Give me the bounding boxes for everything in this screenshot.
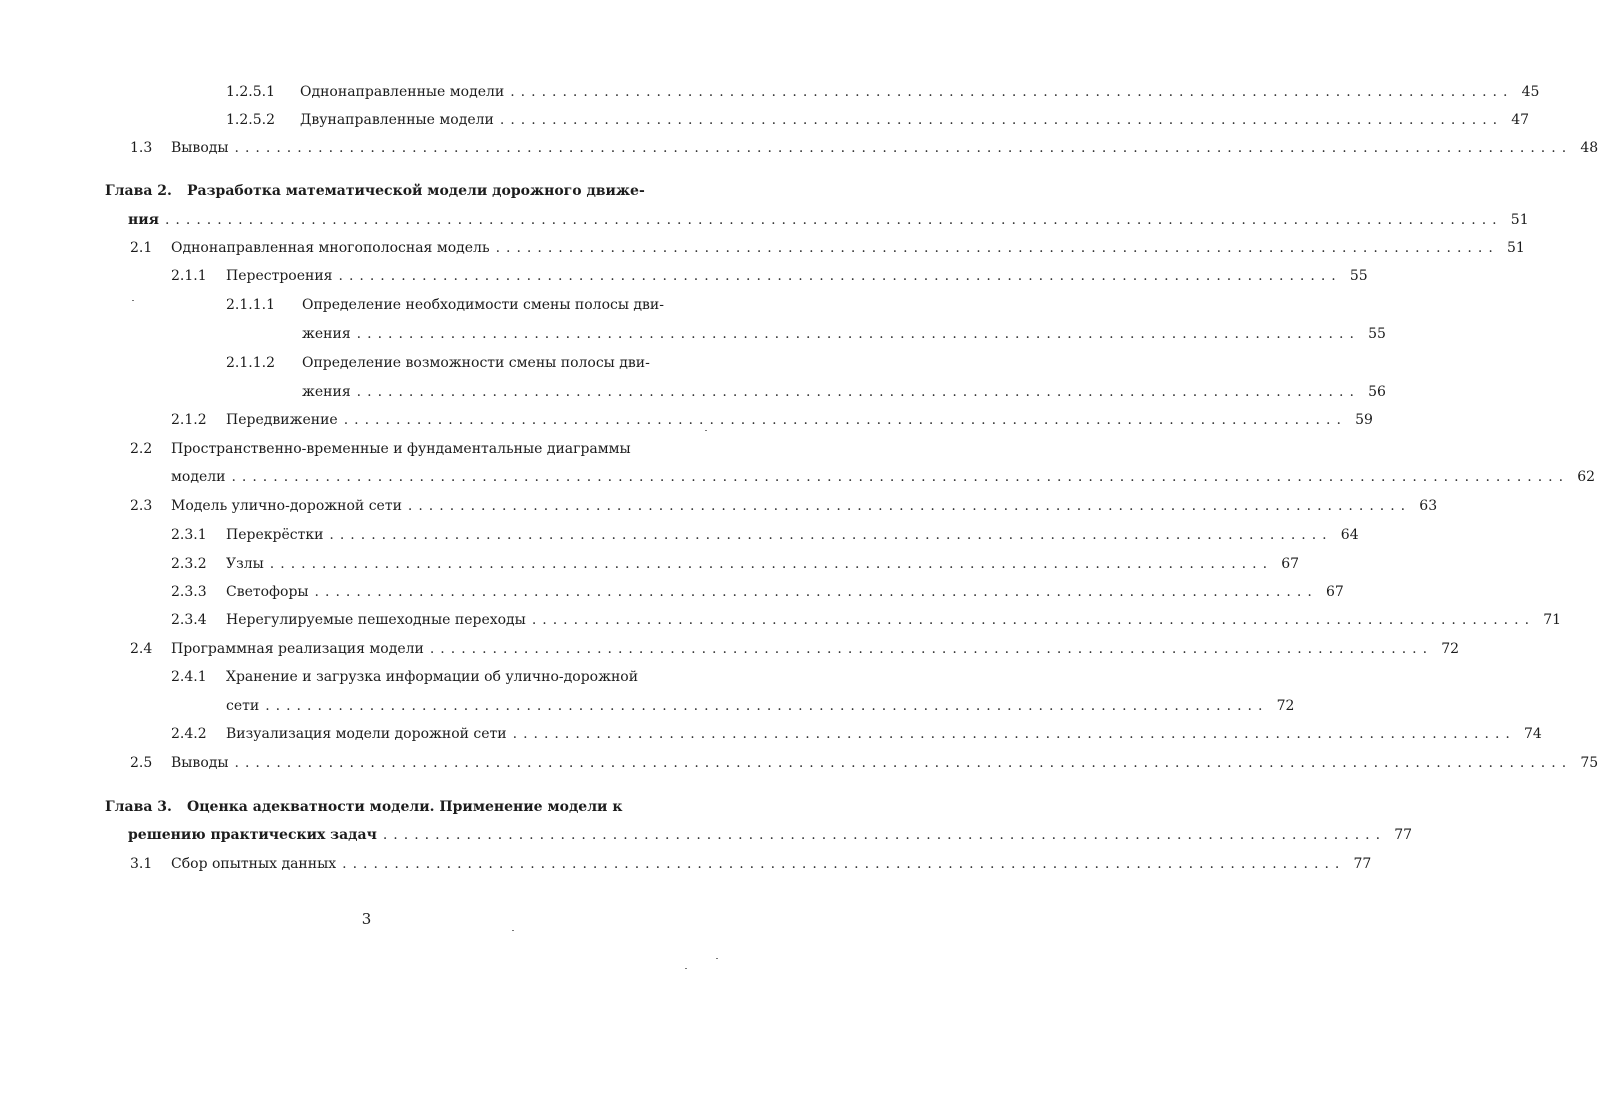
toc-page: 67 bbox=[1325, 584, 1344, 600]
toc-title: Нерегулируемые пешеходные переходы bbox=[226, 612, 526, 628]
scan-speck bbox=[132, 300, 134, 301]
leader-dots: ................................................................................................ bbox=[382, 827, 1387, 843]
toc-entry[interactable] bbox=[171, 854, 1372, 874]
toc-number: 2.3.1 bbox=[171, 527, 207, 543]
toc-page: 74 bbox=[1524, 726, 1542, 742]
toc-page: 63 bbox=[1419, 498, 1438, 514]
toc-title: Выводы bbox=[171, 140, 229, 156]
leader-dots: ................................................................................................ bbox=[407, 498, 1412, 514]
toc-number: 2.4.2 bbox=[171, 726, 207, 742]
toc-title-cont: модели bbox=[171, 469, 226, 485]
toc-entry[interactable] bbox=[171, 496, 1438, 516]
toc-title: Однонаправленная многополосная модель bbox=[171, 240, 490, 256]
scan-speck bbox=[705, 430, 707, 431]
leader-dots: ................................................................................................ bbox=[356, 384, 1360, 400]
toc-page: 67 bbox=[1281, 556, 1300, 572]
leader-dots: ................................................................................................................................ bbox=[234, 755, 1573, 771]
toc-entry[interactable] bbox=[171, 467, 1596, 487]
toc-entry[interactable] bbox=[226, 266, 1368, 286]
toc-title: Программная реализация модели bbox=[171, 641, 424, 657]
toc-number: 2.1.1 bbox=[171, 268, 207, 284]
toc-title: Сбор опытных данных bbox=[171, 856, 337, 872]
leader-dots: ................................................................................................................................ bbox=[234, 140, 1573, 156]
toc-number: 2.1 bbox=[130, 240, 153, 256]
toc-entry[interactable] bbox=[226, 525, 1359, 545]
toc-page: 51 bbox=[1510, 212, 1529, 228]
toc-number: 1.2.5.1 bbox=[226, 84, 275, 100]
leader-dots: ................................................................................................ bbox=[356, 326, 1360, 342]
toc-title-cont: жения bbox=[302, 326, 351, 342]
toc-title: Узлы bbox=[226, 556, 264, 572]
toc-number: 2.1.1.2 bbox=[226, 355, 275, 371]
chapter-number: Глава 3. bbox=[105, 799, 172, 815]
toc-number: 3.1 bbox=[130, 856, 153, 872]
toc-entry[interactable] bbox=[171, 138, 1598, 158]
page-number: 3 bbox=[361, 910, 372, 928]
toc-entry[interactable] bbox=[300, 82, 1540, 102]
toc-title: Светофоры bbox=[226, 584, 309, 600]
toc-entry[interactable] bbox=[300, 110, 1530, 130]
toc-number: 2.1.2 bbox=[171, 412, 207, 428]
leader-dots: ................................................................................................ bbox=[512, 726, 1516, 742]
toc-number: 1.2.5.2 bbox=[226, 112, 275, 128]
toc-title: Выводы bbox=[171, 755, 229, 771]
toc-entry[interactable] bbox=[226, 724, 1542, 744]
toc-title: Передвижение bbox=[226, 412, 338, 428]
leader-dots: ................................................................................................................................ bbox=[164, 212, 1503, 228]
toc-page: 51 bbox=[1506, 240, 1525, 256]
leader-dots: ................................................................................................ bbox=[329, 527, 1333, 543]
leader-dots: ................................................................................................ bbox=[314, 584, 1318, 600]
scan-speck bbox=[512, 930, 514, 931]
toc-entry[interactable] bbox=[302, 324, 1386, 344]
toc-entry[interactable] bbox=[171, 238, 1525, 258]
toc-title: Двунаправленные модели bbox=[300, 112, 494, 128]
toc-entry[interactable] bbox=[302, 382, 1386, 402]
toc-page: 77 bbox=[1394, 827, 1413, 843]
toc-entry[interactable] bbox=[128, 210, 1529, 230]
toc-title: Модель улично-дорожной сети bbox=[171, 498, 402, 514]
toc-title: Перекрёстки bbox=[226, 527, 324, 543]
toc-number: 2.3.4 bbox=[171, 612, 207, 628]
toc-page: 62 bbox=[1577, 469, 1596, 485]
toc-page: 47 bbox=[1511, 112, 1530, 128]
toc-page: 77 bbox=[1353, 856, 1372, 872]
leader-dots: ................................................................................................ bbox=[499, 112, 1504, 128]
chapter-title-cont: ния bbox=[128, 212, 159, 228]
toc-number: 1.3 bbox=[130, 140, 153, 156]
toc-entry[interactable] bbox=[226, 582, 1344, 602]
toc-page: 55 bbox=[1368, 326, 1386, 342]
leader-dots: ................................................................................................ bbox=[269, 556, 1274, 572]
toc-number: 2.5 bbox=[130, 755, 153, 771]
chapter-title[interactable]: Разработка математической модели дорожного движе- bbox=[187, 183, 645, 199]
leader-dots: ................................................................................................ bbox=[531, 612, 1536, 628]
toc-title: Однонаправленные модели bbox=[300, 84, 505, 100]
toc-title: Визуализация модели дорожной сети bbox=[226, 726, 507, 742]
toc-page: 45 bbox=[1521, 84, 1540, 100]
toc-title[interactable]: Определение возможности смены полосы дви- bbox=[302, 355, 650, 371]
chapter-title-cont: решению практических задач bbox=[128, 827, 377, 843]
scan-speck bbox=[685, 968, 687, 969]
toc-page: 72 bbox=[1441, 641, 1460, 657]
leader-dots: ................................................................................................ bbox=[429, 641, 1434, 657]
scan-speck bbox=[716, 958, 718, 959]
toc-page: 72 bbox=[1276, 698, 1295, 714]
toc-entry[interactable] bbox=[226, 554, 1300, 574]
toc-entry[interactable] bbox=[171, 753, 1598, 773]
toc-number: 2.3.2 bbox=[171, 556, 207, 572]
toc-page: 48 bbox=[1580, 140, 1598, 156]
toc-title[interactable]: Пространственно-временные и фундаментальные диаграммы bbox=[171, 441, 631, 457]
toc-entry[interactable] bbox=[171, 639, 1460, 659]
toc-title[interactable]: Определение необходимости смены полосы дви- bbox=[302, 297, 664, 313]
leader-dots: ................................................................................................................................ bbox=[231, 469, 1570, 485]
toc-entry[interactable] bbox=[226, 696, 1295, 716]
toc-page: 71 bbox=[1543, 612, 1562, 628]
toc-title-cont: сети bbox=[226, 698, 260, 714]
chapter-title[interactable]: Оценка адекватности модели. Применение модели к bbox=[187, 799, 623, 815]
leader-dots: ................................................................................................ bbox=[495, 240, 1499, 256]
toc-entry[interactable] bbox=[128, 825, 1413, 845]
toc-title-cont: жения bbox=[302, 384, 351, 400]
toc-page: 59 bbox=[1355, 412, 1373, 428]
toc-number: 2.4 bbox=[130, 641, 153, 657]
toc-number: 2.2 bbox=[130, 441, 153, 457]
toc-number: 2.3 bbox=[130, 498, 153, 514]
toc-title: Перестроения bbox=[226, 268, 333, 284]
toc-page: 75 bbox=[1580, 755, 1598, 771]
toc-number: 2.4.1 bbox=[171, 669, 207, 685]
leader-dots: ................................................................................................ bbox=[343, 412, 1347, 428]
toc-number: 2.1.1.1 bbox=[226, 297, 275, 313]
leader-dots: ................................................................................................ bbox=[265, 698, 1269, 714]
leader-dots: ................................................................................................ bbox=[342, 856, 1346, 872]
toc-page: 56 bbox=[1368, 384, 1386, 400]
toc-entry[interactable] bbox=[226, 610, 1562, 630]
toc-number: 2.3.3 bbox=[171, 584, 207, 600]
toc-page: 55 bbox=[1349, 268, 1368, 284]
toc-entry[interactable] bbox=[226, 410, 1373, 430]
chapter-number: Глава 2. bbox=[105, 183, 172, 199]
leader-dots: ................................................................................................ bbox=[338, 268, 1342, 284]
toc-title[interactable]: Хранение и загрузка информации об улично-дорожной bbox=[226, 669, 639, 685]
leader-dots: ................................................................................................ bbox=[510, 84, 1514, 100]
toc-page: 64 bbox=[1340, 527, 1359, 543]
